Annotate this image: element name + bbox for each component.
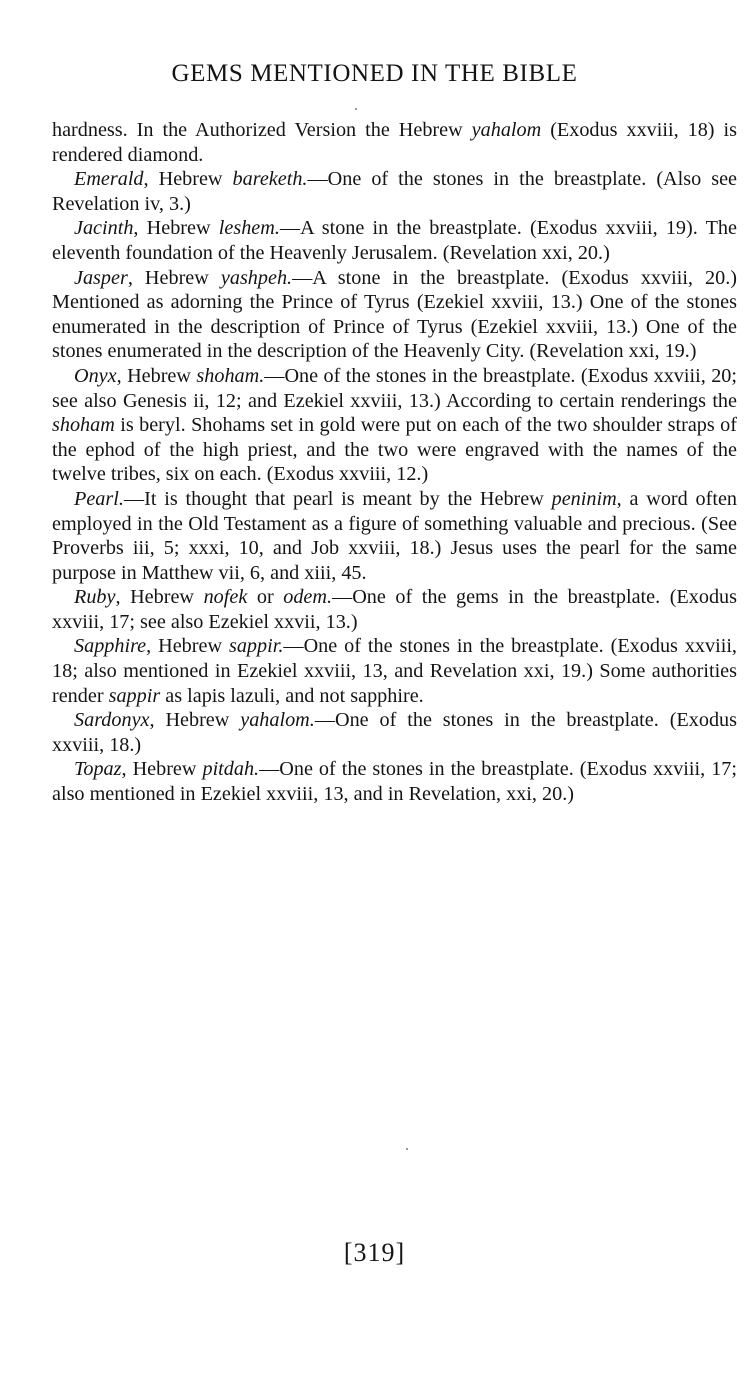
text-run: —One of the gems in the breastplate. (Exodus xxviii, 17; see also Ezekiel xxvii, 13.) (52, 586, 737, 633)
text-run: , Hebrew (143, 168, 233, 191)
italic-term: sappir (108, 684, 161, 707)
text-run: or (247, 586, 284, 609)
italic-term: Sardonyx (74, 709, 150, 732)
body-text (52, 118, 737, 807)
text-run: hardness. In the Authorized Version the Hebrew (52, 119, 472, 141)
text-run: , Hebrew (116, 364, 197, 387)
gem-entry (52, 757, 737, 806)
text-run: , a word often employed in the Old Testament as a figure of something valuable and precious. (See Proverbs iii, 5; xxxi, 10, and Job xxviii, 18.) Jesus uses the pearl for the same purpose in Matthew vii, 6, and xiii, 45. (52, 487, 737, 584)
italic-term: yashpeh. (220, 266, 293, 289)
italic-term: Onyx (74, 364, 117, 387)
italic-term: shoham (52, 414, 115, 437)
text-run: —A stone in the breastplate. (Exodus xxviii, 20.) Mentioned as adorning the Prince of Tyrus (Ezekiel xxviii, 13.) One of the stones enumerated in the description of Prince of Tyrus (Ezekiel xxviii, 13.) One of the stones enumerated in the description of the Heavenly City. (Revelation xxi, 19.) (52, 266, 737, 363)
italic-term: bareketh. (232, 168, 308, 191)
text-run: , Hebrew (127, 266, 221, 289)
text-run: (Exodus xxviii, 18) is rendered diamond. (52, 119, 737, 166)
italic-term: leshem. (218, 217, 280, 240)
italic-term: yahalom (471, 119, 542, 141)
gem-entry (52, 708, 737, 757)
gem-entry (52, 634, 737, 708)
gem-entry (52, 585, 737, 634)
gem-entry (52, 487, 737, 585)
text-run: , Hebrew (146, 635, 229, 658)
page-number: [319] (343, 1238, 406, 1267)
italic-term: pitdah. (202, 758, 260, 781)
italic-term: Emerald (74, 168, 144, 191)
text-run: —One of the stones in the breastplate. (Also see Revelation iv, 3.) (52, 168, 737, 215)
italic-term: peninim (551, 487, 617, 510)
print-speck (406, 1148, 408, 1150)
running-head: GEMS MENTIONED IN THE BIBLE (171, 60, 578, 87)
gem-entry (52, 167, 737, 216)
italic-term: Ruby (74, 586, 116, 609)
continuation-paragraph (52, 118, 737, 167)
text-run: —One of the stones in the breastplate. (Exodus xxviii, 20; see also Genesis ii, 12; and Ezekiel xxviii, 13.) According to certain renderings the (52, 364, 737, 412)
italic-term: yahalom. (240, 709, 315, 732)
italic-term: nofek (203, 586, 248, 609)
italic-term: Sapphire (74, 635, 147, 658)
text-run: , Hebrew (149, 709, 241, 732)
italic-term: odem. (283, 586, 333, 609)
italic-term: Jasper (74, 266, 128, 289)
gem-entry (52, 216, 737, 265)
text-run: , Hebrew (133, 217, 219, 240)
italic-term: Jacinth (74, 217, 134, 240)
text-run: is beryl. Shohams set in gold were put on each of the two shoulder straps of the ephod of the high priest, and the two were engraved with the names of the twelve tribes, six on each. (Exodus xxviii, 12.) (52, 414, 737, 486)
print-speck (355, 108, 357, 110)
gem-entry (52, 364, 737, 487)
text-run: —One of the stones in the breastplate. (Exodus xxviii, 18; also mentioned in Ezekiel xxviii, 13, and Revelation xxi, 19.) Some authorities render (52, 635, 737, 707)
italic-term: shoham. (196, 364, 265, 387)
text-run: —A stone in the breastplate. (Exodus xxviii, 19). The eleventh foundation of the Heavenly Jerusalem. (Revelation xxi, 20.) (52, 217, 737, 264)
text-run: as lapis lazuli, and not sapphire. (160, 684, 424, 707)
text-run: —It is thought that pearl is meant by the Hebrew (123, 487, 552, 510)
text-run: , Hebrew (115, 586, 204, 609)
italic-term: Topaz (74, 758, 122, 781)
text-run: —One of the stones in the breastplate. (Exodus xxviii, 17; also mentioned in Ezekiel xxviii, 13, and in Revelation, xxi, 20.) (52, 758, 737, 806)
italic-term: sappir. (228, 635, 284, 658)
text-run: —One of the stones in the breastplate. (Exodus xxviii, 18.) (52, 709, 737, 756)
text-run: , Hebrew (121, 758, 203, 781)
italic-term: Pearl. (74, 487, 124, 510)
gem-entry (52, 266, 737, 364)
